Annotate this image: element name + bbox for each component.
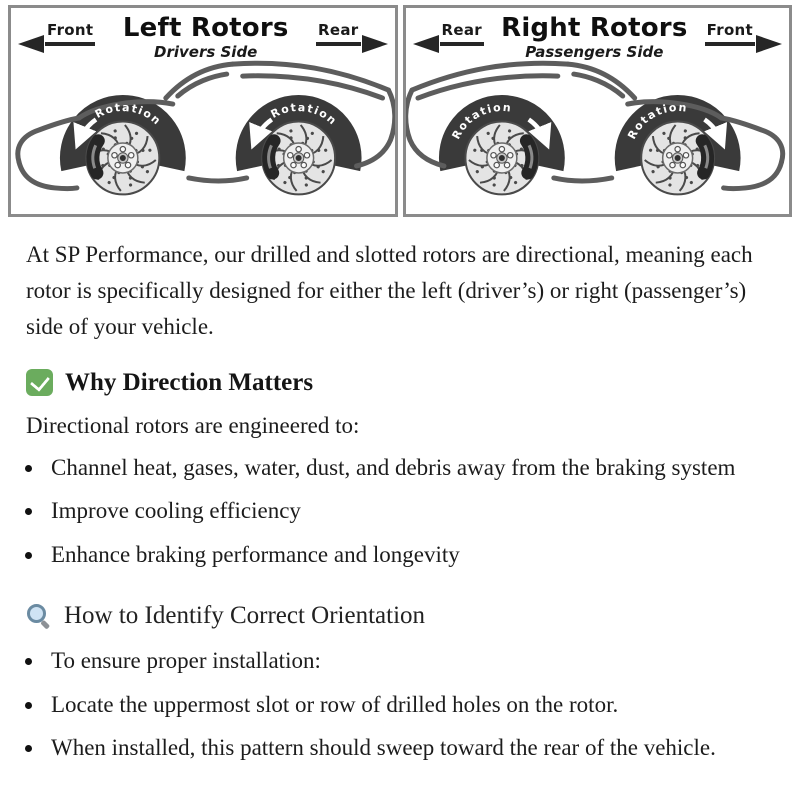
rotation-label: Rotation: [268, 100, 340, 129]
panel-title: Left Rotors: [122, 13, 289, 43]
arrow-left-icon: [413, 35, 439, 53]
rotation-label: Rotation: [624, 100, 689, 142]
section-heading-why-direction-matters: [26, 369, 774, 397]
right-panel-title-block: [484, 15, 705, 61]
list-item: • Channel heat, gases, water, dust, and debris away from the braking system: [45, 451, 774, 486]
direction-text: Rear: [318, 21, 359, 39]
list-item: • To ensure proper installation:: [45, 644, 774, 679]
article-body: [0, 217, 800, 766]
check-mark-icon: [26, 369, 53, 396]
rear-caliper: [269, 141, 274, 173]
left-panel-header: [11, 8, 395, 60]
list-item: • Locate the uppermost slot or row of drilled holes on the rotor.: [45, 688, 774, 723]
arrow-left-icon: [18, 35, 44, 53]
arrow-right-icon: [362, 35, 388, 53]
direction-text: Front: [47, 21, 94, 39]
panel-subtitle: Drivers Side: [154, 43, 258, 62]
heading-text: Why Direction Matters: [65, 368, 314, 396]
direction-text: Rear: [441, 21, 482, 39]
front-caliper: [93, 141, 98, 173]
right-panel-header: [406, 8, 790, 60]
rotor-direction-diagram: [0, 0, 800, 217]
left-rotors-panel: [8, 5, 398, 217]
left-panel-title-block: [95, 15, 316, 61]
list-item: • Improve cooling efficiency: [45, 494, 774, 529]
front-direction-label: [45, 21, 95, 46]
front-direction-label: [705, 21, 755, 46]
benefits-list: [26, 451, 774, 573]
rear-direction-label: [316, 21, 360, 46]
car-side-view: [18, 63, 395, 194]
right-rotors-panel: [403, 5, 793, 217]
section-heading-identify-orientation: [26, 602, 774, 630]
rotation-label: Rotation: [448, 100, 513, 142]
rotation-label: Rotation: [92, 100, 164, 129]
list-item: • When installed, this pattern should sweep toward the rear of the vehicle.: [45, 731, 774, 766]
rear-direction-label: [440, 21, 484, 46]
panel-subtitle: Passengers Side: [525, 43, 664, 62]
panel-title: Right Rotors: [501, 13, 688, 43]
heading-text: How to Identify Correct Orientation: [64, 602, 426, 630]
right-car-illustration: [406, 58, 790, 216]
arrow-right-icon: [756, 35, 782, 53]
rear-caliper: [702, 141, 707, 173]
intro-paragraph: At SP Performance, our drilled and slotted rotors are directional, meaning each rotor is specifically designed for either the left (driver’s) or right (passenger’s) side of your vehicle.: [26, 242, 753, 339]
orientation-steps-list: [26, 644, 774, 766]
direction-text: Front: [706, 21, 753, 39]
left-car-illustration: [11, 58, 395, 216]
front-caliper: [526, 141, 531, 173]
section-lead: Directional rotors are engineered to:: [26, 412, 360, 438]
magnifying-glass-icon: [26, 603, 52, 629]
list-item: • Enhance braking performance and longevity: [45, 538, 774, 573]
